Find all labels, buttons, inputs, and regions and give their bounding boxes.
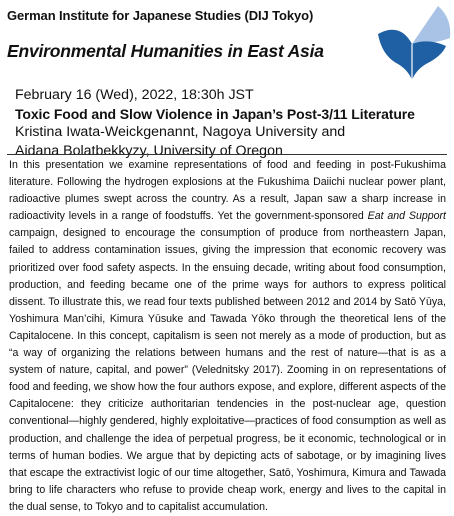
campaign-name: Eat and Support [367,210,446,223]
series-title: Environmental Humanities in East Asia [7,41,324,61]
event-info [15,86,450,160]
talk-title: Toxic Food and Slow Violence in Japan’s Post-3/11 Literature [15,105,415,122]
ginkgo-leaf-light [412,6,450,44]
event-datetime: February 16 (Wed), 2022, 18:30h JST [15,87,254,103]
speaker-line-2: Aidana Bolatbekkyzy, University of Oregon [15,142,283,159]
abstract-text [9,157,446,516]
institute-name: German Institute for Japanese Studies (DIJ Tokyo) [7,8,314,23]
abstract-part-2: campaign, designed to encourage the consumption of produce from northeastern Japan, failed to address contamination issues, giving the impression that economic recovery was prioritized over food safety aspects. In the ensuing decade, writing about food consumption, production, and feeding became one of the prime ways for authors to express political dissent. To illustrate this, we read four texts published between 2012 and 2014 by Satō Yūya, Yoshimura Man’cihi, Kimura Yūsuke and Tawada Yōko through the theoretical lens of the Capitalocene. In this concept, capitalism is seen not merely as a mode of production, but as “a way of organizing the relations between humans and the rest of nature—that is as a system of nature, capital, and power” (Velednitsky 2017). Zooming in on representations of food and feeding, we show how the four authors expose, and explore, different aspects of the Capitalocene: they criticize authoritarian tendencies in the post-nuclear age, question conventional—highly gendered, highly exploitative—practices of food consumption as well as production, and challenge the idea of perpetual progress, be it economic, technological or in terms of human bodies. We argue that by depicting acts of sabotage, or by imagining lives that escape the extractivist logic of our time altogether, Satō, Yoshimura, Kimura and Tawada bring to life characters who refuse to provide cheap work, energy and lives to the capital in the dual sense, to Tokyo and to capitalist accumulation. [9,227,446,513]
speaker-line-1: Kristina Iwata-Weickgenannt, Nagoya University and [15,124,346,140]
divider-line [7,154,447,155]
ginkgo-logo-icon [372,4,452,82]
abstract-part-1: In this presentation we examine representations of food and feeding in post-Fukushima literature. Following the hydrogen explosions at the Fukushima Daiichi nuclear power plant, radioactive plumes swept across the country. As a result, Japan saw a sharp increase in radioactivity levels in a range of foodstuffs. Yet the government-sponsored [9,159,446,223]
